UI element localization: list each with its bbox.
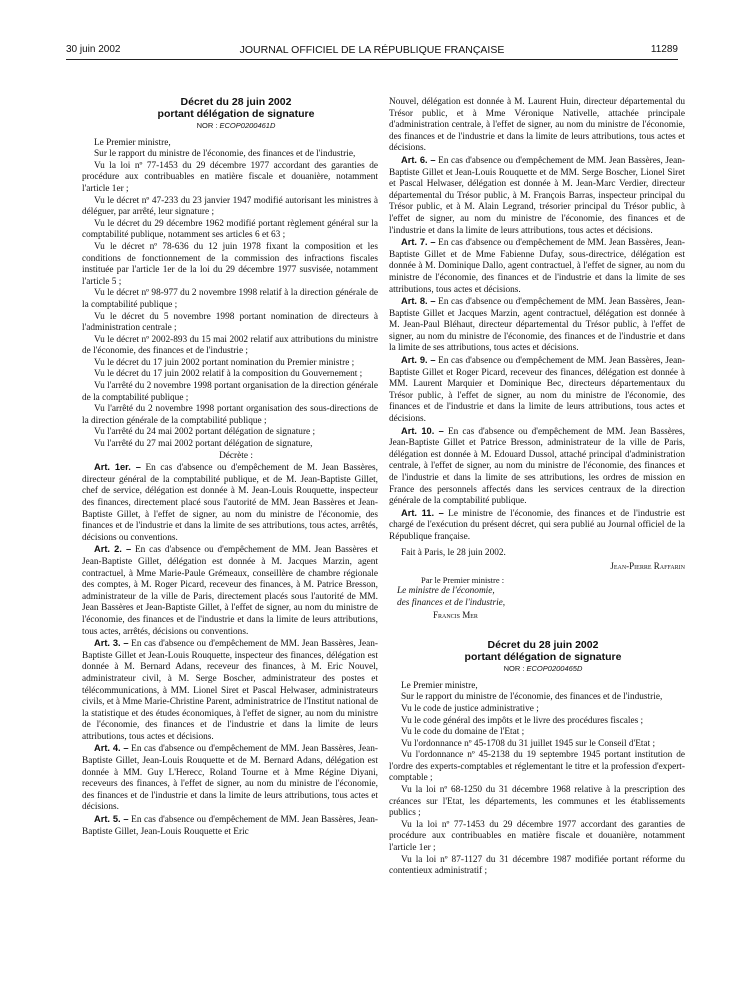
visa-paragraph: Vu la loi nº 87-1127 du 31 décembre 1987 modifiée portant réforme du contentieux administratif ; bbox=[389, 854, 685, 877]
visa-paragraph: Vu la loi nº 77-1453 du 29 décembre 1977 accordant des garanties de procédure aux contribuables en matière fiscale et douanière, notamment l'article 1er ; bbox=[389, 819, 685, 854]
article-paragraph bbox=[82, 814, 378, 838]
article-paragraph bbox=[82, 544, 378, 638]
visa-paragraph: Vu le décret du 17 juin 2002 relatif à la composition du Gouvernement ; bbox=[94, 369, 363, 380]
right-column bbox=[389, 97, 685, 878]
decree2-premier: Le Premier ministre, bbox=[401, 680, 478, 691]
article-label: Art. 10. – bbox=[401, 425, 444, 436]
decree1-nor: NOR : ECOP0200461D bbox=[196, 121, 276, 130]
article-text: En cas d'absence ou d'empêchement de MM. Jean Bassères et Jean-Baptiste Gillet, délégation est donnée à M. Jacques Marzin, agent contractuel, à Mme Marie-Paule Grémeaux, conseillère de chambre régionale des comptes, à M. Roger Picard, receveur des finances, à M. Patrice Bresson, administrateur de la ville de Paris, directement placés sous l'autorité de MM. Jean Bassères et Jean-Baptiste Gillet, à l'effet de signer, au nom du ministre de l'économie, des finances et de l'industrie et dans la limite de leurs attributions, tous actes, arrêtés, décisions ou conventions. bbox=[82, 545, 379, 637]
visa-paragraph: Vu l'arrêté du 2 novembre 1998 portant organisation des sous-directions de la direction générale de la comptabilité publique ; bbox=[82, 404, 378, 426]
visa-paragraph: Vu la loi nº 77-1453 du 29 décembre 1977 accordant des garanties de procédure aux contribuables en matière fiscale et douanière, notamment l'article 1er ; bbox=[82, 160, 378, 194]
left-column bbox=[82, 96, 378, 838]
header-rule bbox=[66, 59, 678, 60]
decree1-minister-line1: Le ministre de l'économie, bbox=[397, 586, 495, 597]
article-text: Le ministre de l'économie, des finances et de l'industrie est chargé de l'exécution du présent décret, qui sera publié au Journal officiel de la République française. bbox=[389, 508, 685, 542]
decree2-subtitle: portant délégation de signature bbox=[464, 651, 622, 664]
visa-paragraph: Vu le décret nº 98-977 du 2 novembre 1998 relatif à la direction générale de la comptabilité publique ; bbox=[82, 288, 378, 310]
decree1-articles-right bbox=[389, 155, 685, 544]
decree1-subtitle: portant délégation de signature bbox=[157, 108, 315, 120]
visa-paragraph: Vu le décret du 29 décembre 1962 modifié portant règlement général sur la comptabilité publique, notamment ses articles 6 et 63 ; bbox=[82, 218, 378, 241]
visa-paragraph: Vu le code du domaine de l'Etat ; bbox=[401, 727, 525, 738]
article-text: En cas d'absence ou d'empêchement de MM. Jean Bassères, Jean-Baptiste Gillet, Jean-Louis Rouquette et de M. Bernard Adans, délégation est donnée à MM. Guy L'Herecc, Roland Tourne et à Mme Régine Diyani, receveurs des finances, à l'effet de signer, au nom du ministre de l'économie, des finances et de l'industrie et dans la limite de leurs attributions, tous actes et décisions. bbox=[82, 744, 378, 813]
visa-paragraph: Vu le code de justice administrative ; bbox=[401, 703, 539, 714]
article-paragraph bbox=[389, 155, 685, 237]
decree1-signatory: Jean-Pierre Raffarin bbox=[610, 561, 685, 572]
article-label: Art. 2. – bbox=[94, 544, 132, 555]
article-paragraph bbox=[389, 296, 685, 355]
article-label: Art. 7. – bbox=[401, 237, 436, 248]
article-paragraph bbox=[82, 638, 378, 743]
article-text: En cas d'absence ou d'empêchement de MM. Jean Bassères, Jean-Baptiste Gillet et Roger Picard, receveur des finances, délégation est donnée à MM. Laurent Marquier et Dominique Bec, directeurs départementaux du Trésor public, à l'effet de signer, au nom du ministre de l'économie, des finances et de l'industrie et dans la limite de leurs attributions, tous actes et décisions. bbox=[389, 356, 685, 425]
article-text: En cas d'absence ou d'empêchement de MM. Jean Bassères, Jean-Baptiste Gillet et Jean-Louis Rouquette et de MM. Serge Boscher, Lionel Siret et Pascal Helwaser, délégation est donnée à M. Jean-Marc Verdier, directeur départemental du Trésor public, à M. François Barras, inspecteur principal du Trésor public, et à M. Alain Legrand, trésorier principal du Trésor public, à l'effet de signer, au nom du ministre de l'économie, des finances et de l'industrie et dans la limite de leurs attributions, tous actes et décisions. bbox=[389, 155, 685, 236]
visa-paragraph: Vu l'arrêté du 27 mai 2002 portant délégation de signature, bbox=[94, 439, 313, 450]
article-paragraph bbox=[389, 508, 685, 544]
visa-paragraph: Sur le rapport du ministre de l'économie, des finances et de l'industrie, bbox=[401, 692, 663, 703]
article-text: En cas d'absence ou d'empêchement de MM. Jean Bassères, Jean-Baptiste Gillet et Jean-Louis Rouquette, inspecteur des finances, délégation est donnée à M. Bernard Adans, receveur des finances, à M. Eric Nouvel, administrateur civil, à M. Serge Boscher, administrateur des postes et télécommunications, à MM. Lionel Siret et Pascal Helwaser, administrateurs civils, et à Mme Marie-Christine Parent, administratrice de l'Institut national de la statistique et des études économiques, à l'effet de signer, au nom du ministre de l'économie, des finances et de l'industrie et dans la limite de leurs attributions, tous actes et décisions. bbox=[82, 639, 378, 742]
visa-paragraph: Vu l'ordonnance nº 45-1708 du 31 juillet 1945 sur le Conseil d'Etat ; bbox=[401, 738, 656, 749]
article-label: Art. 3. – bbox=[94, 638, 129, 649]
article-paragraph bbox=[82, 462, 378, 544]
decree1-title: Décret du 28 juin 2002 bbox=[180, 96, 292, 108]
decree1-fait: Fait à Paris, le 28 juin 2002. bbox=[401, 547, 506, 558]
page-header bbox=[66, 44, 678, 58]
decree1-art5-continued: Nouvel, délégation est donnée à M. Laurent Huin, directeur départemental du Trésor public, et à Mme Véronique Nativelle, attachée principale d'administration centrale, à l'effet de signer, au nom du ministre de l'économie, des finances et de l'industrie et dans la limite de leurs attributions, tous actes et décisions. bbox=[389, 97, 685, 154]
decree2-nor: NOR : ECOP0200465D bbox=[503, 664, 583, 674]
decree1-minister-name: Francis Mer bbox=[433, 609, 478, 620]
decree1-par-le: Par le Premier ministre : bbox=[421, 574, 505, 585]
article-label: Art. 4. – bbox=[94, 743, 129, 754]
decree2-title: Décret du 28 juin 2002 bbox=[487, 639, 599, 652]
visa-paragraph: Vu le décret du 17 juin 2002 portant nomination du Premier ministre ; bbox=[94, 357, 355, 368]
article-label: Art. 11. – bbox=[401, 507, 444, 518]
article-paragraph bbox=[389, 237, 685, 296]
visa-paragraph: Sur le rapport du ministre de l'économie, des finances et de l'industrie, bbox=[94, 149, 356, 160]
visa-paragraph: Vu le décret nº 2002-893 du 15 mai 2002 relatif aux attributions du ministre de l'économie, des finances et de l'industrie ; bbox=[82, 334, 378, 357]
article-text: En cas d'absence ou d'empêchement de MM. Jean Bassères, Jean-Baptiste Gillet et Patrice Bresson, administrateur de la ville de Paris, délégation est donnée à M. Edouard Dussol, attaché principal d'administration centrale, à l'effet de signer, au nom du ministre de l'économie, des finances et de l'industrie et dans la limite de ses attributions, les ordres de mission en France des personnels affectés dans les services centraux de la direction générale de la comptabilité publique. bbox=[389, 426, 685, 507]
article-paragraph bbox=[389, 426, 685, 508]
article-text: En cas d'absence ou d'empêchement de MM. Jean Bassères, Jean-Baptiste Gillet et de Mme Fabienne Dufay, sous-directrice, délégation est donnée à M. Dominique Dallo, agent contractuel, à l'effet de signer, au nom du ministre de l'économie, des finances et de l'industrie et dans la limite de ses attributions, tous actes et décisions. bbox=[389, 238, 685, 295]
article-label: Art. 1er. – bbox=[94, 462, 141, 473]
decree1-minister-line2: des finances et de l'industrie, bbox=[397, 597, 506, 608]
article-text: En cas d'absence ou d'empêchement de MM. Jean Bassères, Jean-Baptiste Gillet, Jean-Louis Rouquette et Eric bbox=[82, 815, 378, 837]
visa-paragraph: Vu le code général des impôts et le livre des procédures fiscales ; bbox=[401, 715, 644, 726]
decree1-visas bbox=[82, 149, 378, 450]
article-label: Art. 6. – bbox=[401, 154, 436, 165]
visa-paragraph: Vu la loi nº 68-1250 du 31 décembre 1968 relative à la prescription des créances sur l'Etat, les départements, les communes et les établissements publics ; bbox=[389, 785, 685, 819]
decree1-premier: Le Premier ministre, bbox=[94, 137, 171, 148]
visa-paragraph: Vu le décret nº 47-233 du 23 janvier 1947 modifié autorisant les ministres à déléguer, par arrêté, leur signature ; bbox=[82, 195, 378, 218]
article-label: Art. 9. – bbox=[401, 355, 436, 366]
article-label: Art. 8. – bbox=[401, 296, 436, 307]
article-paragraph bbox=[82, 743, 378, 814]
visa-paragraph: Vu l'arrêté du 2 novembre 1998 portant organisation de la direction générale de la comptabilité publique ; bbox=[82, 381, 378, 403]
header-journal-title: JOURNAL OFFICIEL DE LA RÉPUBLIQUE FRANÇAISE bbox=[239, 44, 505, 56]
decree1-articles-left bbox=[82, 462, 378, 838]
article-paragraph bbox=[389, 355, 685, 426]
article-text: En cas d'absence ou d'empêchement de MM. Jean Bassères, Jean-Baptiste Gillet et Jacques Marzin, agent contractuel, délégation est donnée à M. Jean-Paul Bléhaut, directeur départemental du Trésor public, à l'effet de signer, au nom du ministre de l'économie, des finances et de l'industrie et dans la limite de ses attributions, tous actes et décisions. bbox=[389, 297, 685, 354]
decree2 bbox=[389, 639, 685, 878]
visa-paragraph: Vu l'ordonnance nº 45-2138 du 19 septembre 1945 portant institution de l'ordre des experts-comptables et réglementant le titre et la profession d'expert-comptable ; bbox=[389, 750, 685, 784]
visa-paragraph: Vu le décret nº 78-636 du 12 juin 1978 fixant la composition et les conditions de fonctionnement de la commission des infractions fiscales instituée par l'article 1er de la loi du 29 décembre 1977 susvisée, notamment l'article 5 ; bbox=[82, 241, 378, 287]
decree2-visas bbox=[389, 692, 685, 878]
article-label: Art. 5. – bbox=[94, 814, 129, 825]
decree1-decrete: Décrète : bbox=[219, 450, 253, 461]
header-date: 30 juin 2002 bbox=[66, 44, 121, 55]
visa-paragraph: Vu l'arrêté du 24 mai 2002 portant délégation de signature ; bbox=[94, 427, 316, 438]
header-page-number: 11289 bbox=[650, 44, 678, 55]
article-text: En cas d'absence ou d'empêchement de M. Jean Bassères, directeur général de la comptabilité publique, et de M. Jean-Baptiste Gillet, chef de service, délégation est donnée à M. Jean-Louis Rouquette, inspecteur des finances, directement placé sous l'autorité de MM. Jean Bassères et Jean-Baptiste Gillet, à l'effet de signer, au nom du ministre de l'économie, des finances et de l'industrie et dans la limite de ses attributions, tous actes, arrêtés, décisions ou conventions. bbox=[82, 463, 378, 543]
visa-paragraph: Vu le décret du 5 novembre 1998 portant nomination de directeurs à l'administration centrale ; bbox=[82, 311, 378, 334]
